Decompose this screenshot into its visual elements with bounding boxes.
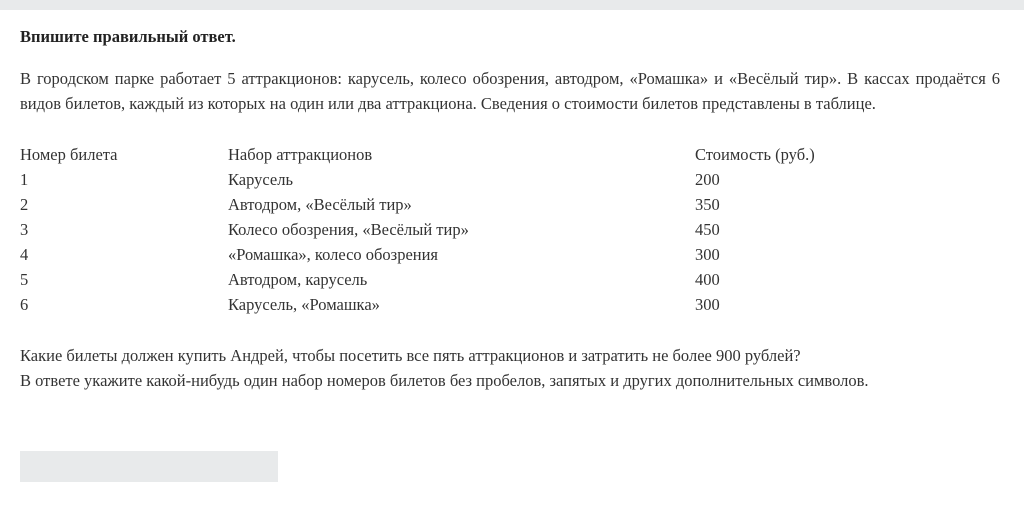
ticket-attractions: Автодром, «Весёлый тир» (228, 195, 412, 214)
ticket-attractions: Карусель (228, 170, 294, 189)
ticket-price: 350 (695, 195, 720, 214)
ticket-price: 200 (695, 170, 720, 189)
ticket-number: 2 (20, 195, 29, 214)
table-row (20, 217, 1000, 242)
top-bar (0, 0, 1024, 10)
ticket-number: 4 (20, 245, 29, 264)
table-row (20, 167, 1000, 192)
problem-text: В городском парке работает 5 аттракционов: карусель, колесо обозрения, автодром, «Ромашка» и «Весёлый тир». В кассах продаётся 6 видов билетов, каждый из которых на один или два аттракциона. Сведения о стоимости билетов представлены в таблице. (20, 69, 1000, 113)
table-header-row (20, 142, 1000, 167)
task-content (20, 26, 1000, 393)
tickets-table (20, 142, 1000, 317)
ticket-number: 6 (20, 295, 29, 314)
ticket-attractions: Колесо обозрения, «Весёлый тир» (228, 220, 469, 239)
ticket-number: 1 (20, 170, 29, 189)
header-price: Стоимость (руб.) (695, 145, 815, 164)
table-row (20, 192, 1000, 217)
ticket-attractions: Автодром, карусель (228, 270, 368, 289)
question-line-1: Какие билеты должен купить Андрей, чтобы посетить все пять аттракционов и затратить не более 900 рублей? (20, 346, 801, 365)
question-line-2: В ответе укажите какой-нибудь один набор номеров билетов без пробелов, запятых и других дополнительных символов. (20, 371, 869, 390)
table-row (20, 267, 1000, 292)
task-instruction: Впишите правильный ответ. (20, 27, 236, 46)
ticket-price: 450 (695, 220, 720, 239)
ticket-price: 300 (695, 295, 720, 314)
ticket-price: 400 (695, 270, 720, 289)
table-row (20, 292, 1000, 317)
ticket-attractions: «Ромашка», колесо обозрения (228, 245, 439, 264)
table-row (20, 242, 1000, 267)
header-attractions: Набор аттракционов (228, 145, 373, 164)
ticket-number: 5 (20, 270, 29, 289)
question-text (20, 343, 1000, 393)
ticket-number: 3 (20, 220, 29, 239)
header-ticket-number: Номер билета (20, 145, 118, 164)
ticket-price: 300 (695, 245, 720, 264)
ticket-attractions: Карусель, «Ромашка» (228, 295, 380, 314)
answer-input[interactable] (20, 451, 278, 482)
